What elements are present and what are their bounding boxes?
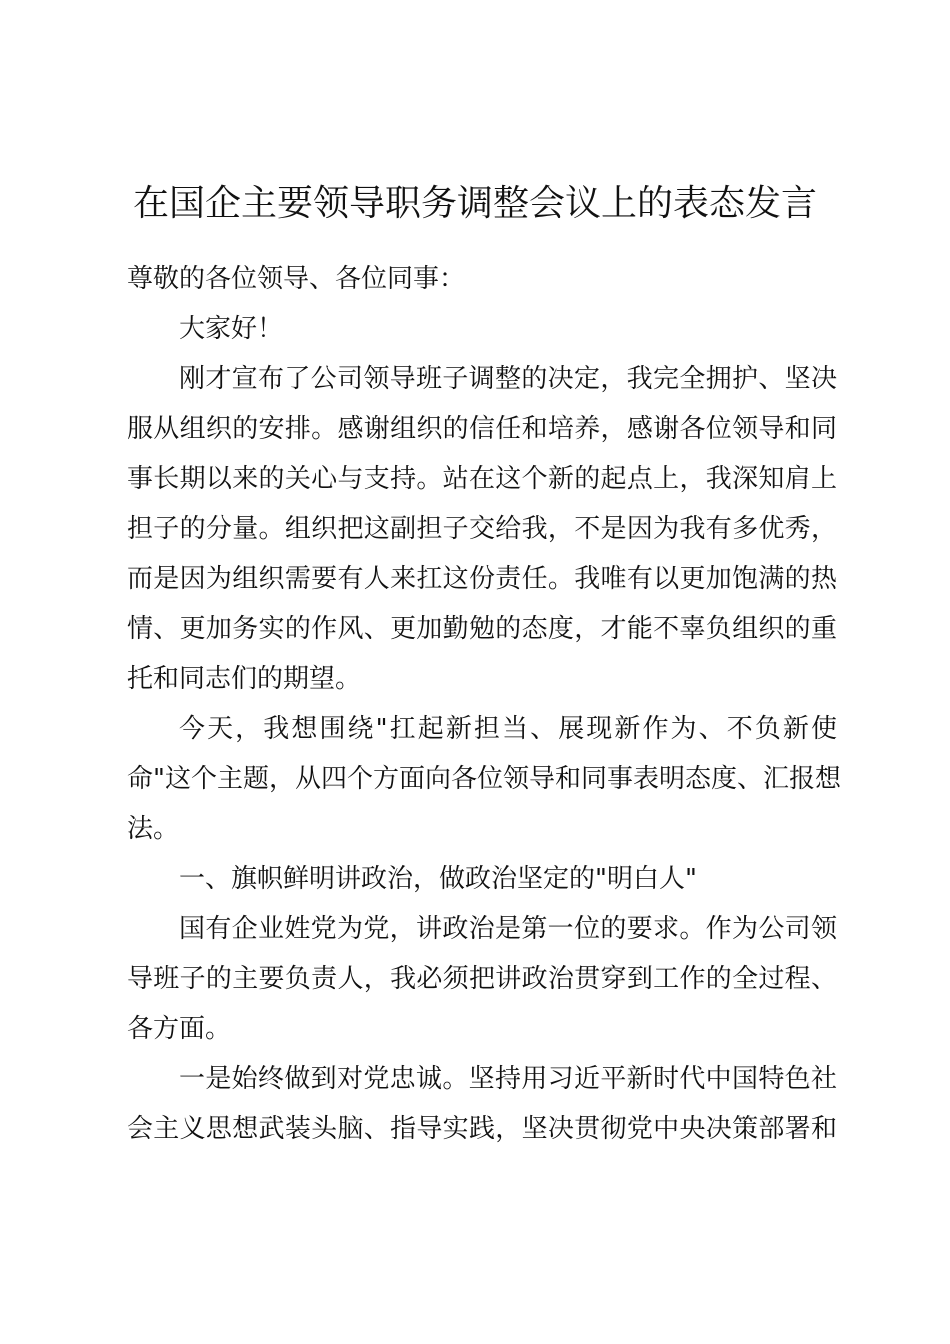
paragraph-line: 刚才宣布了公司领导班子调整的决定，我完全拥护、坚决 bbox=[179, 364, 837, 394]
greeting: 大家好！ bbox=[179, 314, 284, 344]
paragraph-line: 国有企业姓党为党，讲政治是第一位的要求。作为公司领 bbox=[179, 914, 837, 944]
document-body bbox=[127, 254, 841, 1154]
paragraph-line: 今天，我想围绕"扛起新担当、展现新作为、不负新使 bbox=[179, 714, 837, 744]
section-heading-1: 一、旗帜鲜明讲政治，做政治坚定的"明白人" bbox=[179, 864, 697, 894]
paragraph-line: 而是因为组织需要有人来扛这份责任。我唯有以更加饱满的热 bbox=[127, 564, 837, 594]
paragraph-2 bbox=[127, 704, 841, 854]
paragraph-line: 情、更加务实的作风、更加勤勉的态度，才能不辜负组织的重 bbox=[127, 614, 837, 644]
paragraph-3 bbox=[127, 904, 837, 1054]
paragraph-line: 法。 bbox=[127, 814, 180, 844]
paragraph-4 bbox=[127, 1054, 837, 1154]
paragraph-line: 服从组织的安排。感谢组织的信任和培养，感谢各位领导和同 bbox=[127, 414, 837, 444]
paragraph-line: 托和同志们的期望。 bbox=[127, 664, 362, 694]
paragraph-line: 各方面。 bbox=[127, 1014, 232, 1044]
paragraph-line: 一是始终做到对党忠诚。坚持用习近平新时代中国特色社 bbox=[179, 1064, 837, 1094]
document-title: 在国企主要领导职务调整会议上的表态发言 bbox=[132, 183, 817, 224]
salutation: 尊敬的各位领导、各位同事： bbox=[127, 264, 466, 294]
paragraph-line: 命"这个主题，从四个方面向各位领导和同事表明态度、汇报想 bbox=[127, 764, 841, 794]
paragraph-line: 会主义思想武装头脑、指导实践，坚决贯彻党中央决策部署和 bbox=[127, 1114, 837, 1144]
paragraph-line: 导班子的主要负责人，我必须把讲政治贯穿到工作的全过程、 bbox=[127, 964, 837, 994]
paragraph-1 bbox=[127, 354, 837, 704]
paragraph-line: 担子的分量。组织把这副担子交给我，不是因为我有多优秀， bbox=[127, 514, 837, 544]
paragraph-line: 事长期以来的关心与支持。站在这个新的起点上，我深知肩上 bbox=[127, 464, 837, 494]
